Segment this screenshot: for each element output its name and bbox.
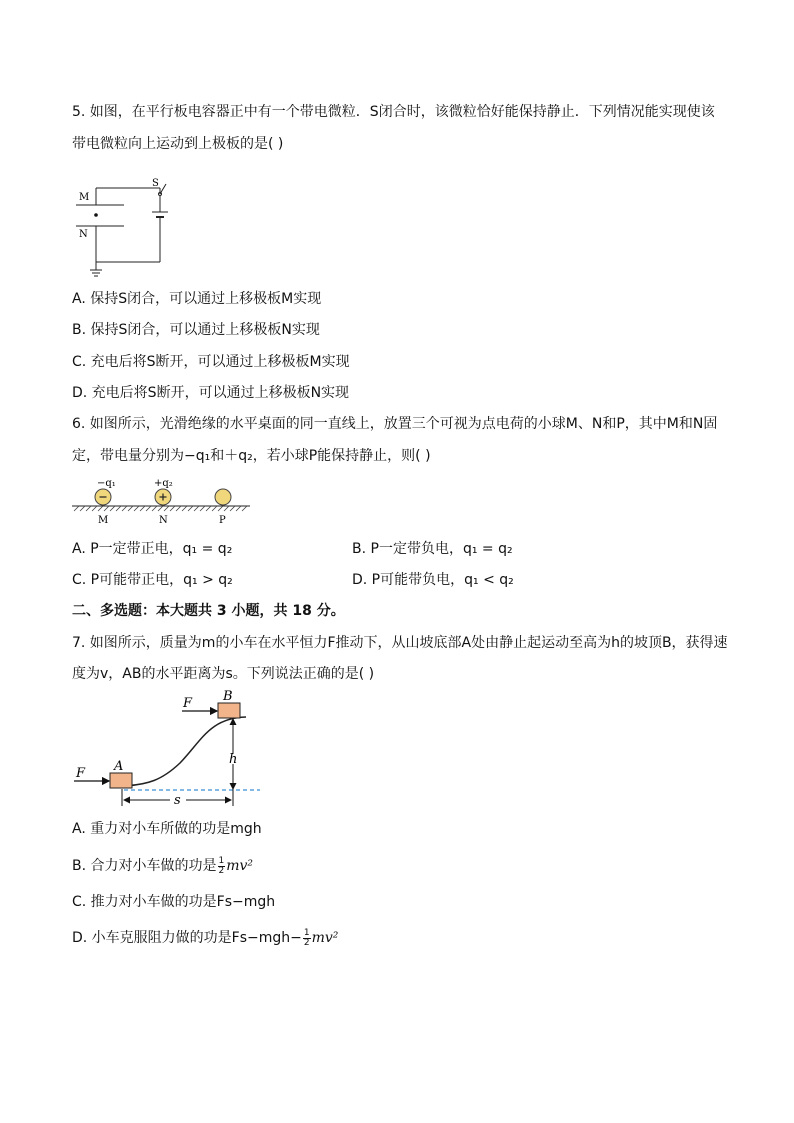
fraction-numerator: 1: [218, 855, 225, 866]
q5-stem-line-2: 带电微粒向上运动到上极板的是( ): [72, 136, 284, 152]
fraction-half: [303, 929, 311, 948]
q7-option-b: [72, 856, 253, 876]
ball-n-label: N: [159, 515, 168, 526]
fraction-half: [218, 857, 226, 876]
q7-option-b-prefix: B. 合力对小车做的功是: [72, 858, 217, 874]
q6-option-d: D. P可能带负电，q₁ < q₂: [352, 572, 514, 588]
q6-stem-line-2: 定，带电量分别为−q₁和＋q₂，若小球P能保持静止，则( ): [72, 448, 431, 464]
q5-capacitor-circuit-figure: [72, 172, 182, 280]
distance-s-label: s: [174, 793, 181, 808]
q7-option-d-prefix: D. 小车克服阻力做的功是Fs−mgh−: [72, 930, 302, 946]
force-f-label-top: F: [183, 696, 193, 711]
charge-n-label: +q₂: [154, 478, 173, 489]
q7-slope-figure: [70, 688, 265, 810]
q7-option-c: C. 推力对小车做的功是Fs−mgh: [72, 894, 276, 910]
q6-option-b: B. P一定带负电，q₁ = q₂: [352, 541, 513, 557]
fraction-denominator: 2: [303, 937, 310, 948]
q7-option-b-suffix: mv²: [226, 858, 254, 874]
fraction-numerator: 1: [303, 927, 310, 938]
q7-option-d: [72, 928, 338, 948]
fraction-denominator: 2: [218, 865, 225, 876]
q5-option-d: D. 充电后将S断开，可以通过上移极板N实现: [72, 385, 350, 401]
q5-option-b: B. 保持S闭合，可以通过上移极板N实现: [72, 322, 320, 338]
q7-option-a: A. 重力对小车所做的功是mgh: [72, 821, 262, 837]
section-heading: 二、多选题：本大题共 3 小题，共 18 分。: [72, 603, 345, 619]
q5-stem-line-1: 5. 如图，在平行板电容器正中有一个带电微粒．S闭合时，该微粒恰好能保持静止．下列情况能实现使该: [72, 104, 715, 120]
q6-option-a: A. P一定带正电，q₁ = q₂: [72, 541, 233, 557]
charge-m-label: −q₁: [97, 478, 116, 489]
plate-m-label: M: [79, 192, 90, 203]
point-a-label: A: [114, 759, 124, 774]
point-b-label: B: [223, 689, 233, 704]
q6-option-c: C. P可能带正电，q₁ > q₂: [72, 572, 233, 588]
q7-stem-line-1: 7. 如图所示，质量为m的小车在水平恒力F推动下，从山坡底部A处由静止起运动至高为h的坡顶B，获得速: [72, 635, 728, 651]
q6-charges-figure: [70, 476, 255, 528]
switch-s-label: S: [152, 178, 159, 189]
ball-p-label: P: [219, 515, 226, 526]
q7-option-d-suffix: mv²: [311, 930, 339, 946]
ball-m-label: M: [98, 515, 109, 526]
force-f-label-bottom: F: [76, 766, 86, 781]
q7-stem-line-2: 度为v，AB的水平距离为s。下列说法正确的是( ): [72, 666, 375, 682]
q5-option-a: A. 保持S闭合，可以通过上移极板M实现: [72, 291, 322, 307]
q6-stem-line-1: 6. 如图所示，光滑绝缘的水平桌面的同一直线上，放置三个可视为点电荷的小球M、N和P，其中M和N固: [72, 416, 718, 432]
plate-n-label: N: [79, 229, 88, 240]
height-h-label: h: [229, 752, 238, 767]
q5-option-c: C. 充电后将S断开，可以通过上移极板M实现: [72, 354, 350, 370]
